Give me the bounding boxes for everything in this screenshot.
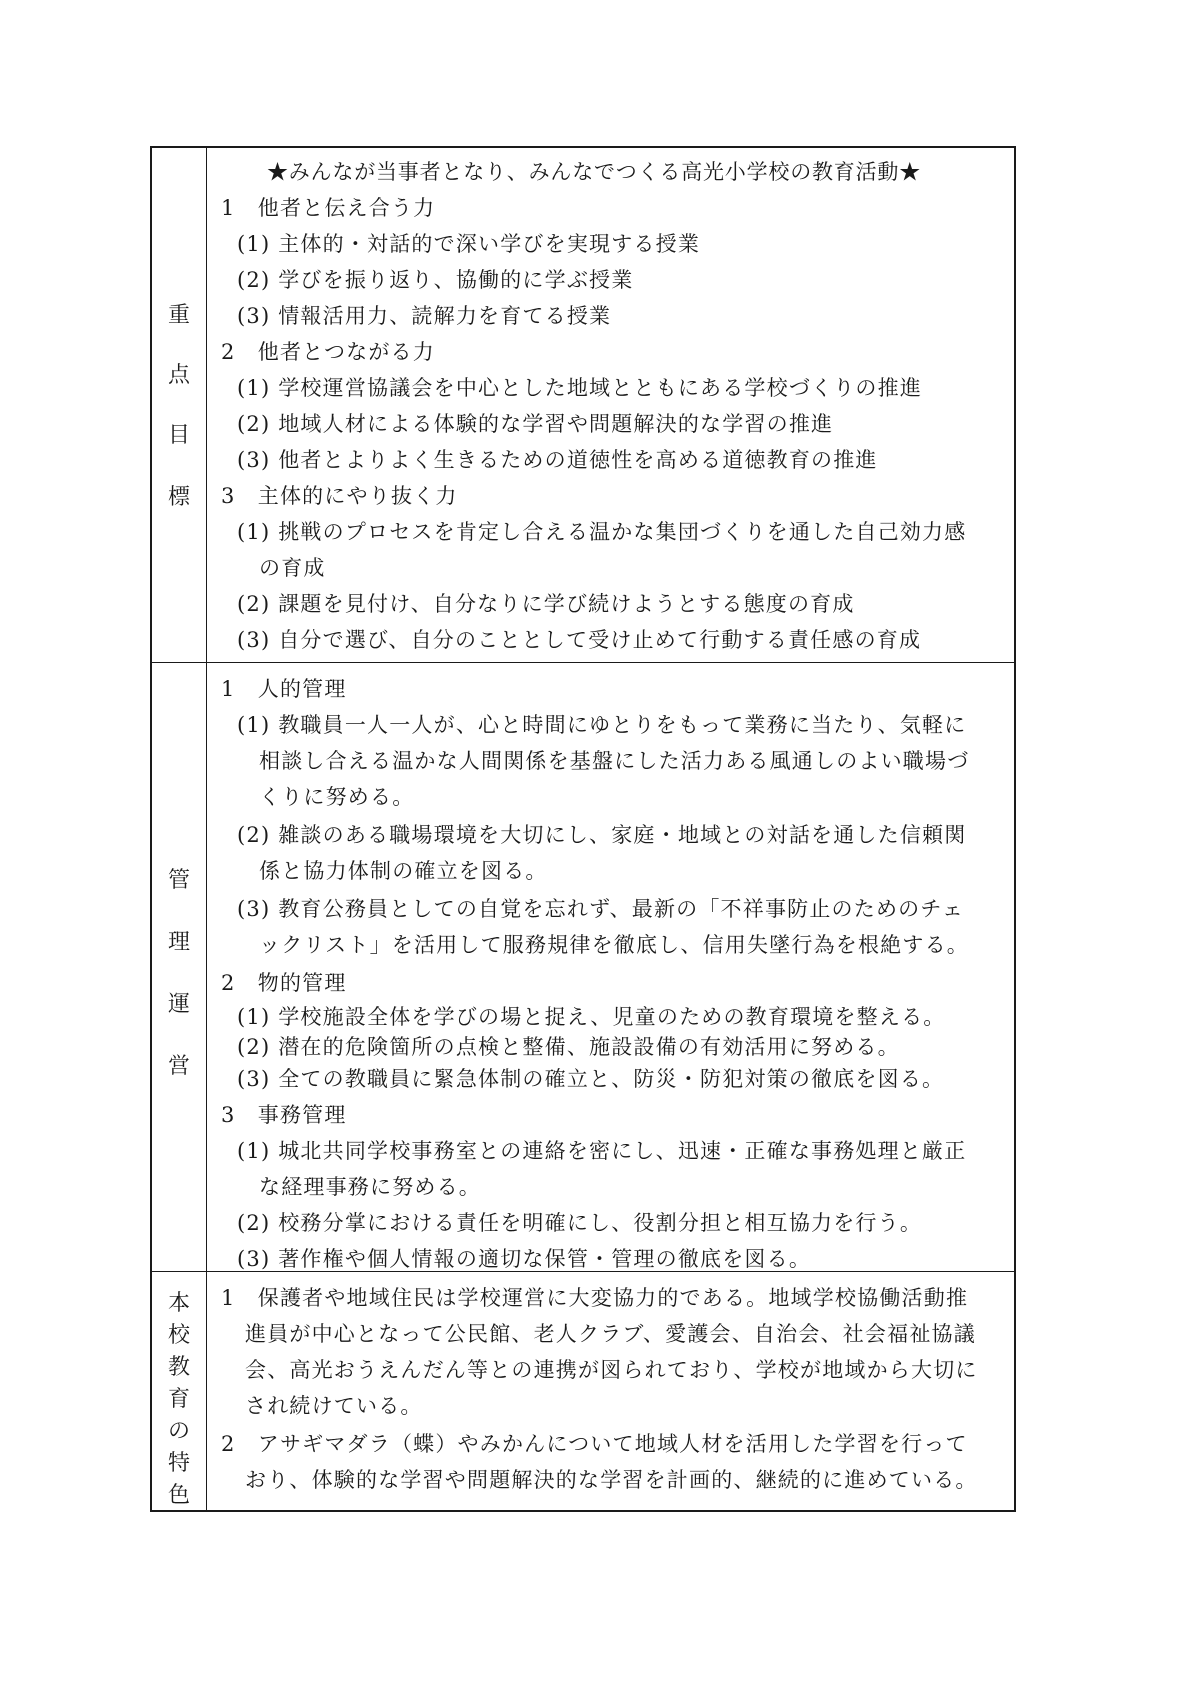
management-item-continuation: くりに努める。 [259,785,415,809]
management-item: (2) 潜在的危険箇所の点検と整備、施設設備の有効活用に努める。 [237,1035,900,1059]
management-section [152,663,1014,1272]
goal-item: (3) 他者とよりよく生きるための道徳性を高める道徳教育の推進 [237,448,878,472]
management-item-continuation: ックリスト」を活用して服務規律を徹底し、信用失墜行為を根絶する。 [259,933,969,957]
features-label-char: 色 [167,1483,190,1508]
management-item: (3) 著作権や個人情報の適切な保管・管理の徹底を図る。 [237,1247,812,1271]
management-item: (1) 城北共同学校事務室との連絡を密にし、迅速・正確な事務処理と厳正 [237,1139,967,1163]
goal-heading: 1 他者と伝え合う力 [221,196,436,220]
management-content [207,663,1014,1271]
features-label [152,1272,207,1510]
features-label-char: 本 [167,1291,190,1316]
goal-item: (2) 地域人材による体験的な学習や問題解決的な学習の推進 [237,412,834,436]
goal-item-continuation: の育成 [259,556,326,580]
management-label-char: 運 [167,992,190,1017]
management-item-continuation: 相談し合える温かな人間関係を基盤にした活力ある風通しのよい職場づ [259,749,970,773]
features-label-char: 特 [167,1451,190,1476]
goal-item: (2) 課題を見付け、自分なりに学び続けようとする態度の育成 [237,592,855,616]
goals-label-char: 重 [167,303,190,328]
goals-content [207,148,1014,662]
management-heading: 3 事務管理 [221,1103,347,1127]
features-label-char: の [167,1419,190,1444]
feature-item-continuation: され続けている。 [245,1394,423,1418]
management-item: (3) 教育公務員としての自覚を忘れず、最新の「不祥事防止のためのチェ [237,897,965,921]
goal-item: (3) 自分で選び、自分のこととして受け止めて行動する責任感の育成 [237,628,922,652]
management-label [152,663,207,1271]
goal-item: (1) 学校運営協議会を中心とした地域とともにある学校づくりの推進 [237,376,923,400]
management-label-char: 管 [167,868,190,893]
goal-item: (1) 主体的・対話的で深い学びを実現する授業 [237,232,701,256]
goals-label-char: 標 [167,485,190,510]
school-plan-table [150,146,1016,1512]
feature-item: 2 アサギマダラ（蝶）やみかんについて地域人材を活用した学習を行って [221,1432,968,1456]
goals-label [152,148,207,662]
goal-heading: 3 主体的にやり抜く力 [221,484,458,508]
management-item: (1) 教職員一人一人が、心と時間にゆとりをもって業務に当たり、気軽に [237,713,967,737]
management-item: (2) 校務分掌における責任を明確にし、役割分担と相互協力を行う。 [237,1211,923,1235]
management-item: (1) 学校施設全体を学びの場と捉え、児童のための教育環境を整える。 [237,1005,946,1029]
management-heading: 1 人的管理 [221,677,347,701]
features-content [207,1272,1014,1510]
features-section [152,1272,1014,1510]
features-label-char: 教 [167,1355,190,1380]
goals-label-char: 目 [167,423,190,448]
goal-item: (1) 挑戦のプロセスを肯定し合える温かな集団づくりを通した自己効力感 [237,520,967,544]
management-label-char: 営 [167,1054,190,1079]
management-label-char: 理 [167,930,190,955]
goals-section [152,148,1014,663]
feature-item-continuation: 進員が中心となって公民館、老人クラブ、愛護会、自治会、社会福祉協議 [245,1322,976,1346]
management-item-continuation: な経理事務に努める。 [259,1175,481,1199]
features-label-char: 校 [167,1323,190,1348]
features-label-char: 育 [167,1387,190,1412]
goal-heading: 2 他者とつながる力 [221,340,435,364]
goal-item: (3) 情報活用力、読解力を育てる授業 [237,304,612,328]
feature-item: 1 保護者や地域住民は学校運営に大変協力的である。地域学校協働活動推 [221,1286,969,1310]
goal-item: (2) 学びを振り返り、協働的に学ぶ授業 [237,268,634,292]
management-item-continuation: 係と協力体制の確立を図る。 [259,859,548,883]
goals-label-char: 点 [167,363,190,388]
management-item: (3) 全ての教職員に緊急体制の確立と、防災・防犯対策の徹底を図る。 [237,1067,945,1091]
feature-item-continuation: 会、高光おうえんだん等との連携が図られており、学校が地域から大切に [245,1358,978,1382]
goals-motto: ★みんなが当事者となり、みんなでつくる高光小学校の教育活動★ [267,160,921,184]
management-heading: 2 物的管理 [221,971,347,995]
management-item: (2) 雑談のある職場環境を大切にし、家庭・地域との対話を通した信頼関 [237,823,967,847]
feature-item-continuation: おり、体験的な学習や問題解決的な学習を計画的、継続的に進めている。 [245,1468,978,1492]
